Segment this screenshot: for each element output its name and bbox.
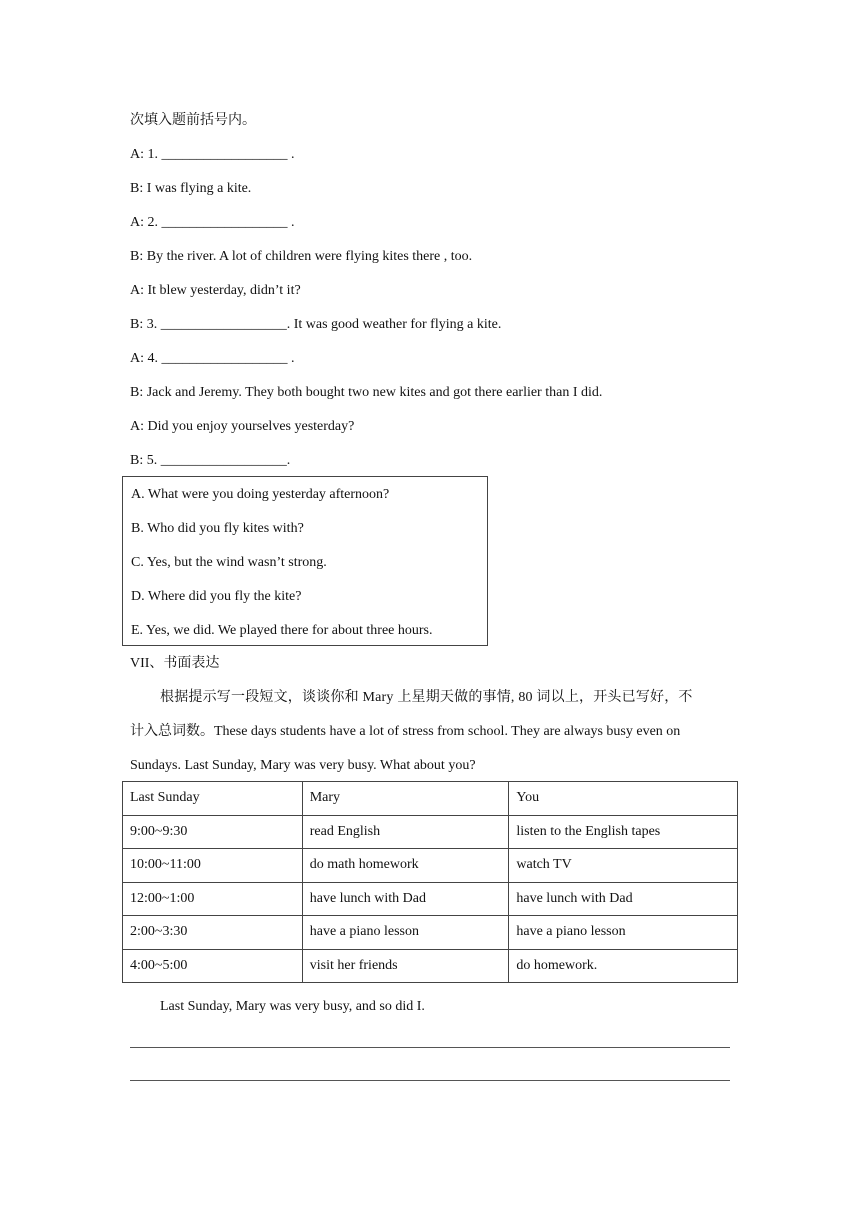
options-box [122,476,488,646]
option-d: D. Where did you fly the kite? [131,589,302,604]
table-cell: 12:00~1:00 [123,882,303,916]
prompt-line-3: Sundays. Last Sunday, Mary was very busy. What about you? [130,758,476,773]
table-row [123,815,738,849]
table-cell: have lunch with Dad [509,882,738,916]
table-cell: have a piano lesson [302,916,509,950]
dialogue-line-6: B: 3. __________________. It was good weather for flying a kite. [130,317,502,332]
table-cell: do math homework [302,849,509,883]
table-cell: listen to the English tapes [509,815,738,849]
header-cell: You [509,782,738,816]
table-cell: watch TV [509,849,738,883]
option-b: B. Who did you fly kites with? [131,521,304,536]
table-row [123,849,738,883]
table-cell: 2:00~3:30 [123,916,303,950]
table-cell: 10:00~11:00 [123,849,303,883]
table-header-row [123,782,738,816]
table-cell: have lunch with Dad [302,882,509,916]
table-cell: visit her friends [302,949,509,983]
writing-line [130,1080,730,1081]
dialogue-line-1: A: 1. __________________ . [130,147,295,162]
section-heading: VII、书面表达 [130,656,220,671]
dialogue-line-5: A: It blew yesterday, didn’t it? [130,283,301,298]
option-c: C. Yes, but the wind wasn’t strong. [131,555,327,570]
writing-line [130,1047,730,1048]
table-cell: 4:00~5:00 [123,949,303,983]
option-e: E. Yes, we did. We played there for about three hours. [131,623,433,638]
header-cell: Mary [302,782,509,816]
table-row [123,882,738,916]
table-cell: do homework. [509,949,738,983]
instruction-tail: 次填入题前括号内。 [130,113,256,128]
dialogue-line-8: B: Jack and Jeremy. They both bought two new kites and got there earlier than I did. [130,385,603,400]
header-cell: Last Sunday [123,782,303,816]
table-cell: 9:00~9:30 [123,815,303,849]
dialogue-line-9: A: Did you enjoy yourselves yesterday? [130,419,355,434]
prompt-line-1: 根据提示写一段短文，谈谈你和 Mary 上星期天做的事情, 80 词以上，开头已写好，不 [160,690,693,705]
dialogue-line-3: A: 2. __________________ . [130,215,295,230]
option-a: A. What were you doing yesterday afternoon? [131,487,390,502]
answer-start: Last Sunday, Mary was very busy, and so did I. [160,999,425,1014]
table-cell: have a piano lesson [509,916,738,950]
table-row [123,916,738,950]
dialogue-line-4: B: By the river. A lot of children were flying kites there , too. [130,249,473,264]
prompt-line-2: 计入总词数。These days students have a lot of stress from school. They are always busy even on [130,724,681,739]
dialogue-line-7: A: 4. __________________ . [130,351,295,366]
schedule-table [122,781,738,983]
table-cell: read English [302,815,509,849]
table-row [123,949,738,983]
dialogue-line-2: B: I was flying a kite. [130,181,252,196]
dialogue-line-10: B: 5. __________________. [130,453,291,468]
